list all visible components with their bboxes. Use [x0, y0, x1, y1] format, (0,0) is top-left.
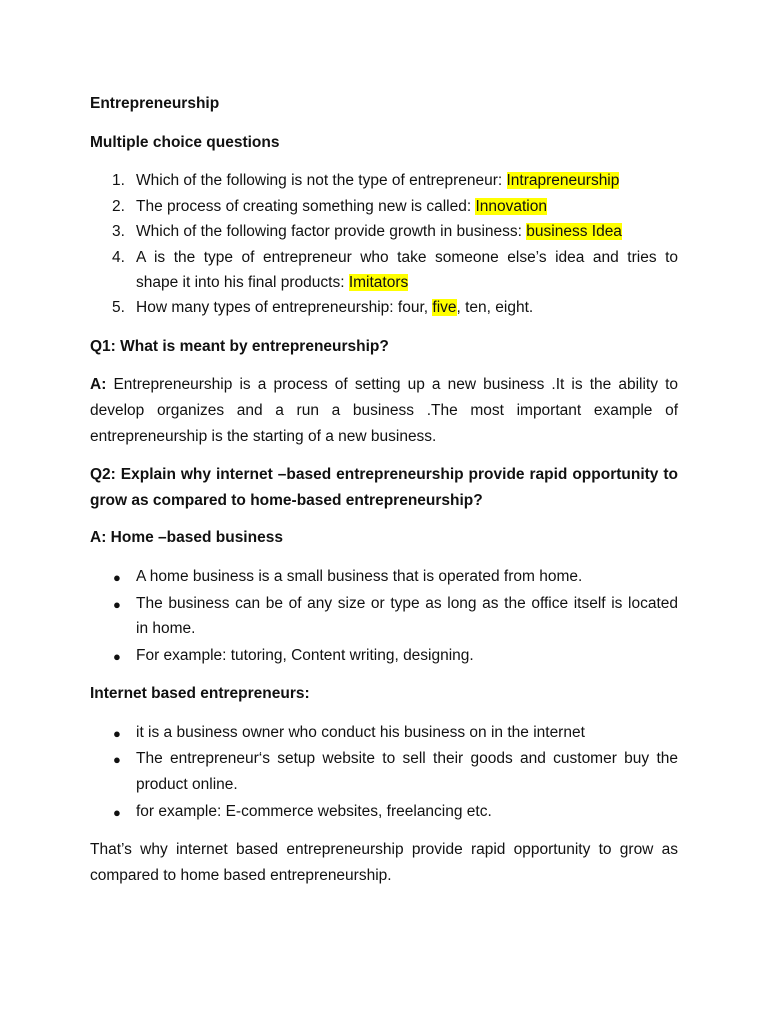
mcq-text: The process of creating something new is called: — [136, 198, 476, 215]
list-item: The business can be of any size or type as long as the office itself is located — [136, 595, 678, 612]
doc-subtitle: Multiple choice questions — [90, 134, 280, 151]
mcq-text: How many types of entrepreneurship: four, — [136, 299, 433, 316]
q2-heading-line1: Q2: Explain why internet –based entrepreneurship provide rapid opportunity to — [90, 466, 678, 483]
mcq-text: Which of the following factor provide growth in business: — [136, 223, 527, 240]
bullet-icon: ● — [113, 726, 121, 741]
mcq-text-line1: A is the type of entrepreneur who take someone else’s idea and tries to — [136, 249, 678, 266]
internet-based-heading: Internet based entrepreneurs: — [90, 685, 310, 702]
mcq-number: 5. — [112, 299, 125, 316]
mcq-question — [136, 274, 408, 292]
mcq-question — [136, 198, 547, 216]
mcq-answer: Intrapreneurship — [506, 172, 620, 189]
list-item: A home business is a small business that is operated from home. — [136, 568, 583, 585]
doc-title: Entrepreneurship — [90, 95, 220, 112]
mcq-number: 3. — [112, 223, 125, 240]
mcq-question — [136, 172, 619, 190]
mcq-number: 1. — [112, 172, 125, 189]
mcq-question — [136, 223, 622, 241]
conclusion-line2: compared to home based entrepreneurship. — [90, 867, 392, 884]
mcq-text-line2: shape it into his final products: — [136, 274, 349, 291]
answer-text: Entrepreneurship is a process of setting up a new business .It is the ability to — [106, 376, 678, 393]
q1-heading: Q1: What is meant by entrepreneurship? — [90, 338, 389, 355]
list-item: For example: tutoring, Content writing, designing. — [136, 647, 474, 664]
list-item-continuation: product online. — [136, 776, 238, 793]
q2-heading-line2: grow as compared to home-based entrepreneurship? — [90, 492, 483, 509]
mcq-answer: Imitators — [348, 274, 409, 291]
mcq-question — [136, 299, 533, 317]
bullet-icon: ● — [113, 649, 121, 664]
q1-answer-line1 — [90, 376, 678, 394]
list-item: it is a business owner who conduct his business on in the internet — [136, 724, 585, 741]
mcq-answer: five — [432, 299, 457, 316]
bullet-icon: ● — [113, 805, 121, 820]
q1-answer-line3: entrepreneurship is the starting of a new business. — [90, 428, 437, 445]
list-item: The entrepreneur‘s setup website to sell their goods and customer buy the — [136, 750, 678, 767]
bullet-icon: ● — [113, 597, 121, 612]
mcq-answer: business Idea — [526, 223, 622, 240]
mcq-text: Which of the following is not the type of entrepreneur: — [136, 172, 507, 189]
bullet-icon: ● — [113, 570, 121, 585]
mcq-number: 2. — [112, 198, 125, 215]
conclusion-line1: That’s why internet based entrepreneurship provide rapid opportunity to grow as — [90, 841, 678, 858]
list-item-continuation: in home. — [136, 620, 196, 637]
home-based-heading: A: Home –based business — [90, 529, 283, 546]
mcq-text-after: , ten, eight. — [456, 299, 534, 316]
list-item: for example: E-commerce websites, freelancing etc. — [136, 803, 492, 820]
mcq-answer: Innovation — [475, 198, 547, 215]
bullet-icon: ● — [113, 752, 121, 767]
answer-label: A: — [90, 376, 107, 393]
q1-answer-line2: develop organizes and a run a business .The most important example of — [90, 402, 678, 419]
mcq-number: 4. — [112, 249, 125, 266]
